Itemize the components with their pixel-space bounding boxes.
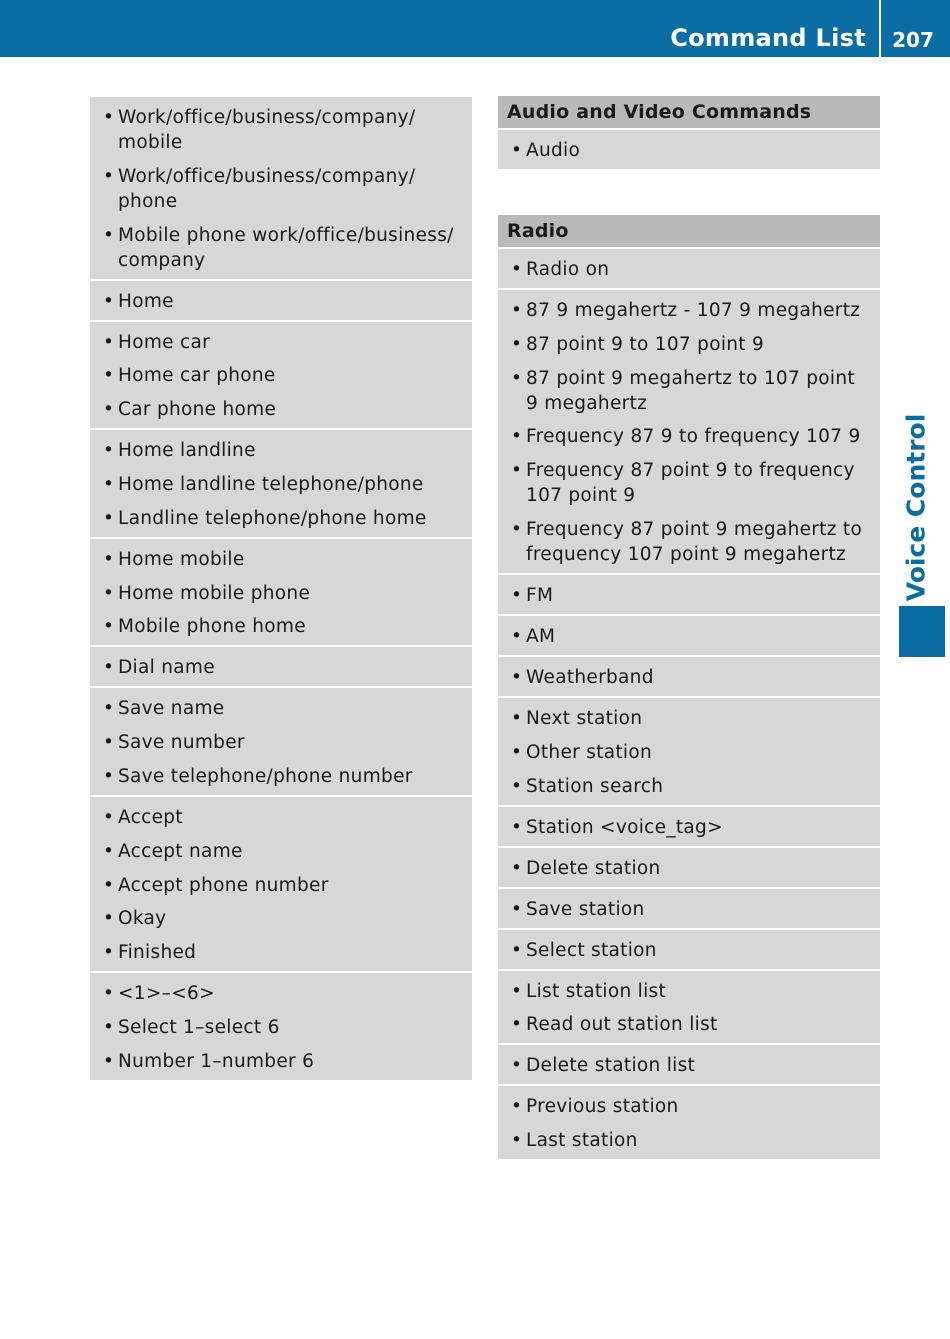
command-item: • Delete station (510, 856, 868, 881)
command-item: • Mobile phone home (102, 614, 460, 639)
command-item: • Save name (102, 696, 460, 721)
command-item: • Delete station list (510, 1053, 868, 1078)
command-group (90, 322, 472, 429)
command-item: • Select 1–select 6 (102, 1015, 460, 1040)
command-group (90, 797, 472, 971)
command-group (90, 539, 472, 646)
command-item: • Previous station (510, 1094, 868, 1119)
command-item: • Home car (102, 330, 460, 355)
command-group (90, 647, 472, 686)
side-tab-marker (899, 606, 945, 657)
command-item: • Okay (102, 906, 460, 931)
command-group (498, 249, 880, 288)
command-item: • Number 1–number 6 (102, 1049, 460, 1074)
command-group (498, 698, 880, 805)
command-item: • 87 point 9 megahertz to 107 point 9 megahertz (510, 366, 868, 416)
command-group (498, 1086, 880, 1159)
command-item: • Accept name (102, 839, 460, 864)
command-item: • Accept (102, 805, 460, 830)
command-item: • Audio (510, 138, 868, 163)
side-tab-label: Voice Control (901, 413, 931, 601)
command-item: • Frequency 87 point 9 megahertz to frequency 107 point 9 megahertz (510, 517, 868, 567)
command-item: • Car phone home (102, 397, 460, 422)
section-heading-audio-video: Audio and Video Commands (498, 96, 880, 128)
header-title: Command List (670, 24, 866, 52)
command-group (90, 97, 472, 279)
command-item: • Next station (510, 706, 868, 731)
command-item: • Home (102, 289, 460, 314)
command-group (498, 971, 880, 1044)
command-group (90, 281, 472, 320)
command-item: • Other station (510, 740, 868, 765)
page-header (0, 0, 950, 57)
command-group (90, 973, 472, 1080)
command-item: • Home mobile (102, 547, 460, 572)
command-item: • FM (510, 583, 868, 608)
command-item: • Mobile phone work/office/business/ company (102, 223, 460, 273)
section-heading-radio: Radio (498, 215, 880, 247)
command-group (498, 575, 880, 614)
command-item: • AM (510, 624, 868, 649)
section-spacer (498, 171, 880, 213)
side-tab (898, 413, 934, 601)
command-group (498, 616, 880, 655)
command-item: • Select station (510, 938, 868, 963)
command-item: • Work/office/business/company/ mobile (102, 105, 460, 155)
command-item: • Finished (102, 940, 460, 965)
command-item: • Last station (510, 1128, 868, 1153)
command-item: • <1>–<6> (102, 981, 460, 1006)
command-group (90, 688, 472, 795)
command-group (498, 930, 880, 969)
command-group (498, 807, 880, 846)
command-item: • Home landline telephone/phone (102, 472, 460, 497)
command-group (498, 657, 880, 696)
command-item: • Frequency 87 9 to frequency 107 9 (510, 424, 868, 449)
page-number: 207 (892, 28, 934, 52)
command-item: • 87 9 megahertz - 107 9 megahertz (510, 298, 868, 323)
command-item: • Home car phone (102, 363, 460, 388)
command-group (498, 290, 880, 573)
command-group (498, 848, 880, 887)
command-item: • Frequency 87 point 9 to frequency 107 point 9 (510, 458, 868, 508)
command-item: • Read out station list (510, 1012, 868, 1037)
command-item: • Save number (102, 730, 460, 755)
command-item: • Weatherband (510, 665, 868, 690)
command-item: • Work/office/business/company/ phone (102, 164, 460, 214)
command-item: • 87 point 9 to 107 point 9 (510, 332, 868, 357)
command-group (498, 130, 880, 169)
command-item: • Accept phone number (102, 873, 460, 898)
command-item: • Dial name (102, 655, 460, 680)
command-item: • List station list (510, 979, 868, 1004)
command-group (90, 430, 472, 537)
command-group (498, 1045, 880, 1084)
right-column (498, 96, 880, 1159)
command-item: • Station search (510, 774, 868, 799)
command-group (498, 889, 880, 928)
command-item: • Landline telephone/phone home (102, 506, 460, 531)
command-item: • Save telephone/phone number (102, 764, 460, 789)
command-item: • Home landline (102, 438, 460, 463)
left-column (90, 97, 472, 1080)
command-item: • Radio on (510, 257, 868, 282)
command-item: • Station <voice_tag> (510, 815, 868, 840)
command-item: • Save station (510, 897, 868, 922)
command-item: • Home mobile phone (102, 581, 460, 606)
